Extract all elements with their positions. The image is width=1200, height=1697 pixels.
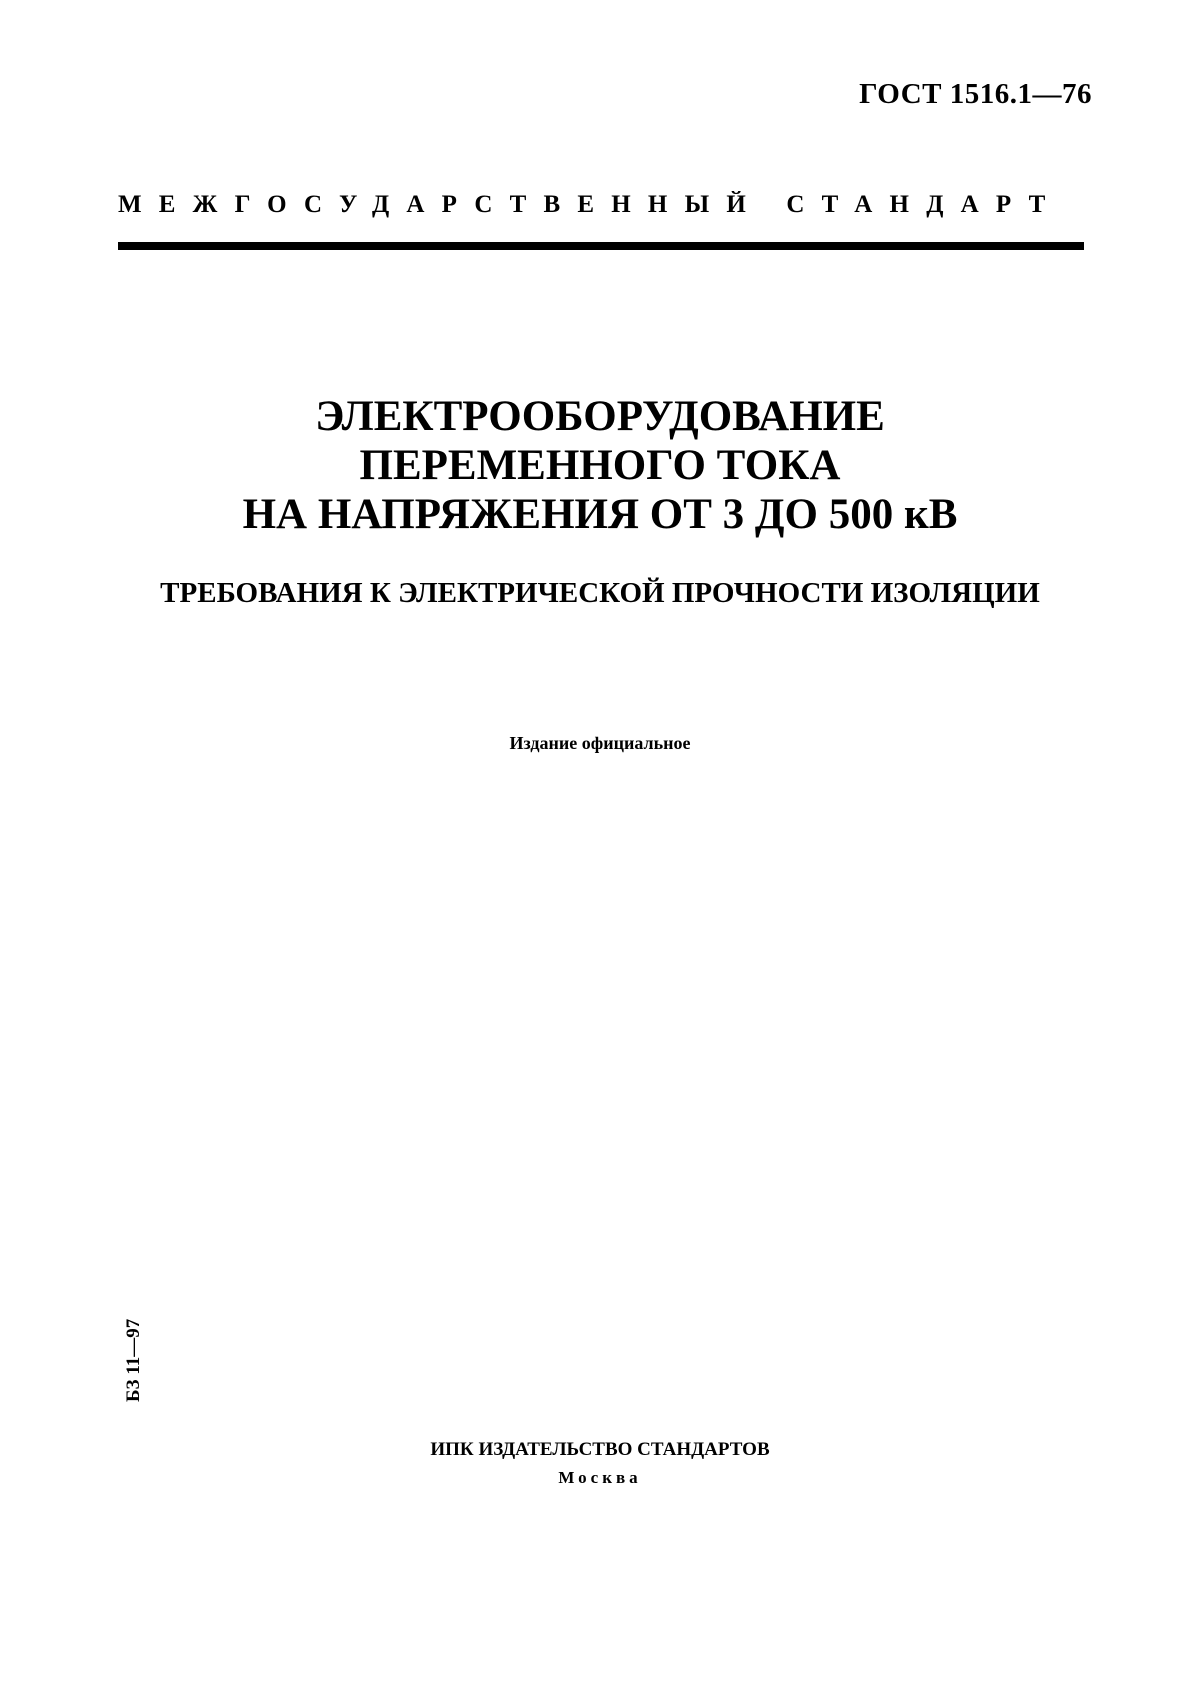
- edition-note: Издание официальное: [509, 733, 691, 753]
- header-divider: [118, 242, 1084, 250]
- document-subtitle: ТРЕБОВАНИЯ К ЭЛЕКТРИЧЕСКОЙ ПРОЧНОСТИ ИЗОЛЯЦИИ: [160, 577, 1040, 609]
- side-code: БЗ 11—97: [123, 1318, 144, 1402]
- standard-type-heading: МЕЖГОСУДАРСТВЕННЫЙ СТАНДАРТ: [118, 191, 1063, 218]
- title-line-1: ЭЛЕКТРООБОРУДОВАНИЕ: [315, 393, 885, 440]
- publisher-name: ИПК ИЗДАТЕЛЬСТВО СТАНДАРТОВ: [430, 1439, 770, 1460]
- title-line-3: НА НАПРЯЖЕНИЯ ОТ 3 ДО 500 кВ: [242, 491, 958, 538]
- publisher-city: Москва: [558, 1468, 642, 1487]
- document-title: [100, 392, 1100, 539]
- title-line-2: ПЕРЕМЕННОГО ТОКА: [359, 442, 841, 489]
- document-number: ГОСТ 1516.1—76: [859, 78, 1092, 110]
